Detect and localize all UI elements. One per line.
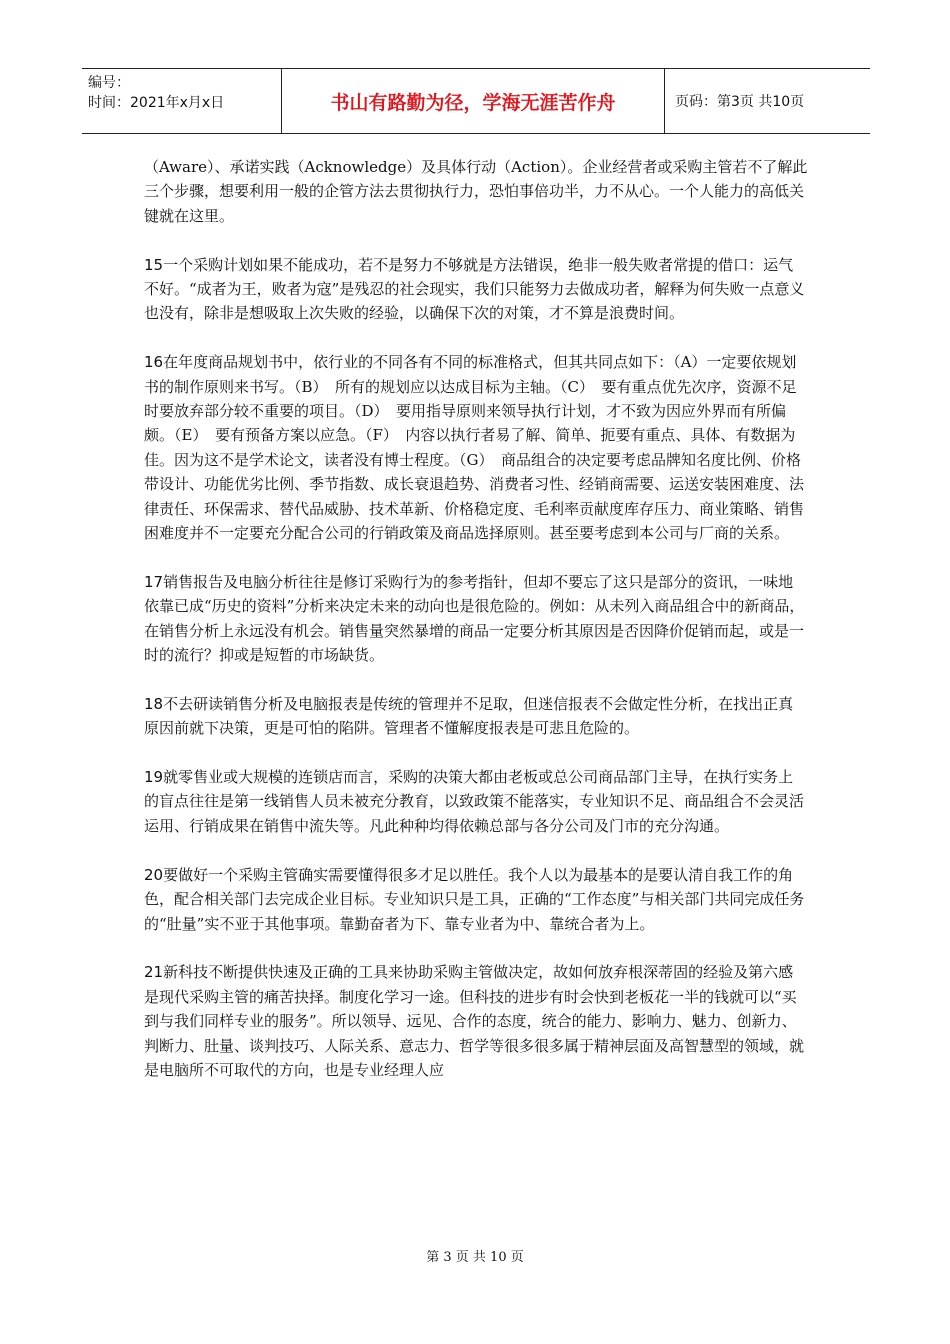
paragraph-text: 一个采购计划如果不能成功，若不是努力不够就是方法错误，绝非一般失败者常提的借口：运气不好。“成者为王，败者为寇”是残忍的社会现实，我们只能努力去做成功者，解释为何失败一点意义也没有，除非是想吸取上次失败的经验，以确保下次的对策，才不算是浪费时间。 [144, 255, 805, 323]
paragraph-16 [144, 350, 808, 545]
paragraph-text: 就零售业或大规模的连锁店而言，采购的决策大都由老板或总公司商品部门主导，在执行实务上的盲点往往是第一线销售人员未被充分教育，以致政策不能落实，专业知识不足、商品组合不会灵活运用、行销成果在销售中流失等。凡此种种均得依赖总部与各分公司及门市的充分沟通。 [144, 768, 805, 835]
header-page-label: 页码：第3页 共10页 [675, 94, 805, 110]
paragraph-text: 销售报告及电脑分析往往是修订采购行为的参考指针，但却不要忘了这只是部分的资讯，一味地依靠已成“历史的资料”分析来决定未来的动向也是很危险的。例如：从未列入商品组合中的新商品，在销售分析上永远没有机会。销售量突然暴增的商品一定要分析其原因是否因降价促销而起，或是一时的流行？抑或是短暂的市场缺货。 [144, 572, 805, 665]
page-header [82, 68, 870, 134]
paragraph-21 [144, 960, 808, 1082]
paragraph-text: 新科技不断提供快速及正确的工具来协助采购主管做决定，故如何放弃根深蒂固的经验及第六感是现代采购主管的痛苦抉择。制度化学习一途。但科技的进步有时会快到老板花一半的钱就可以“买到与我们同样专业的服务”。所以领导、远见、合作的态度，统合的能力、影响力、魅力、创新力、判断力、肚量、谈判技巧、人际关系、意志力、哲学等很多很多属于精神层面及高智慧型的领域，就是电脑所不可取代的方向，也是专业经理人应 [144, 963, 805, 1079]
paragraph-20 [144, 863, 808, 936]
paragraph-18 [144, 692, 808, 741]
paragraph-text: 要做好一个采购主管确实需要懂得很多才足以胜任。我个人以为最基本的是要认清自我工作的角色，配合相关部门去完成企业目标。专业知识只是工具，正确的“工作态度”与相关部门共同完成任务的“肚量”实不亚于其他事项。靠勤奋者为下、靠专业者为中、靠统合者为上。 [144, 865, 805, 933]
paragraph-number: 18 [144, 694, 164, 713]
paragraph-text: （Aware）、承诺实践（Acknowledge）及具体行动（Action）。企业经营者或采购主管若不了解此三个步骤，想要利用一般的企管方法去贯彻执行力，恐怕事倍功半，力不从心。一个人能力的高低关键就在这里。 [144, 158, 808, 225]
paragraph-text: 在年度商品规划书中，依行业的不同各有不同的标准格式，但其共同点如下：（A）一定要依规划书的制作原则来书写。（B） 所有的规划应以达成目标为主轴。（C） 要有重点优先次序，资源不足时要放弃部分较不重要的项目。（D） 要用指导原则来领导执行计划，才不致为因应外界而有所偏颇。（E） 要有预备方案以应急。（F） 内容以执行者易了解、简单、扼要有重点、具体、有数据为佳。因为这不是学术论文，读者没有博士程度。（G） 商品组合的决定要考虑品牌知名度比例、价格带设计、功能优劣比例、季节指数、成长衰退趋势、消费者习性、经销商需要、运送安装困难度、法律责任、环保需求、替代品威胁、技术革新、价格稳定度、毛利率贡献度库存压力、商业策略、销售困难度并不一定要充分配合公司的行销政策及商品选择原则。甚至要考虑到本公司与厂商的关系。 [144, 353, 805, 543]
paragraph-19 [144, 765, 808, 838]
paragraph-number: 16 [144, 353, 164, 372]
paragraph-number: 19 [144, 768, 164, 787]
paragraph-17 [144, 570, 808, 668]
header-meta [82, 69, 282, 133]
page-footer: 第 3 页 共 10 页 [426, 1250, 524, 1265]
header-motto: 书山有路勤为径，学海无涯苦作舟 [282, 69, 665, 133]
paragraph-text: 不去研读销售分析及电脑报表是传统的管理并不足取，但迷信报表不会做定性分析，在找出正真原因前就下决策，更是可怕的陷阱。管理者不懂解度报表是可悲且危险的。 [144, 694, 794, 738]
paragraph-number: 20 [144, 865, 164, 884]
header-time-label: 时间：2021年x月x日 [88, 95, 225, 111]
paragraph-number: 15 [144, 255, 164, 274]
header-number-label: 编号： [88, 75, 130, 91]
paragraph-number: 21 [144, 963, 164, 982]
paragraph-15 [144, 253, 808, 326]
document-body [144, 155, 808, 1107]
paragraph-number: 17 [144, 572, 164, 591]
paragraph-continued [144, 155, 808, 228]
